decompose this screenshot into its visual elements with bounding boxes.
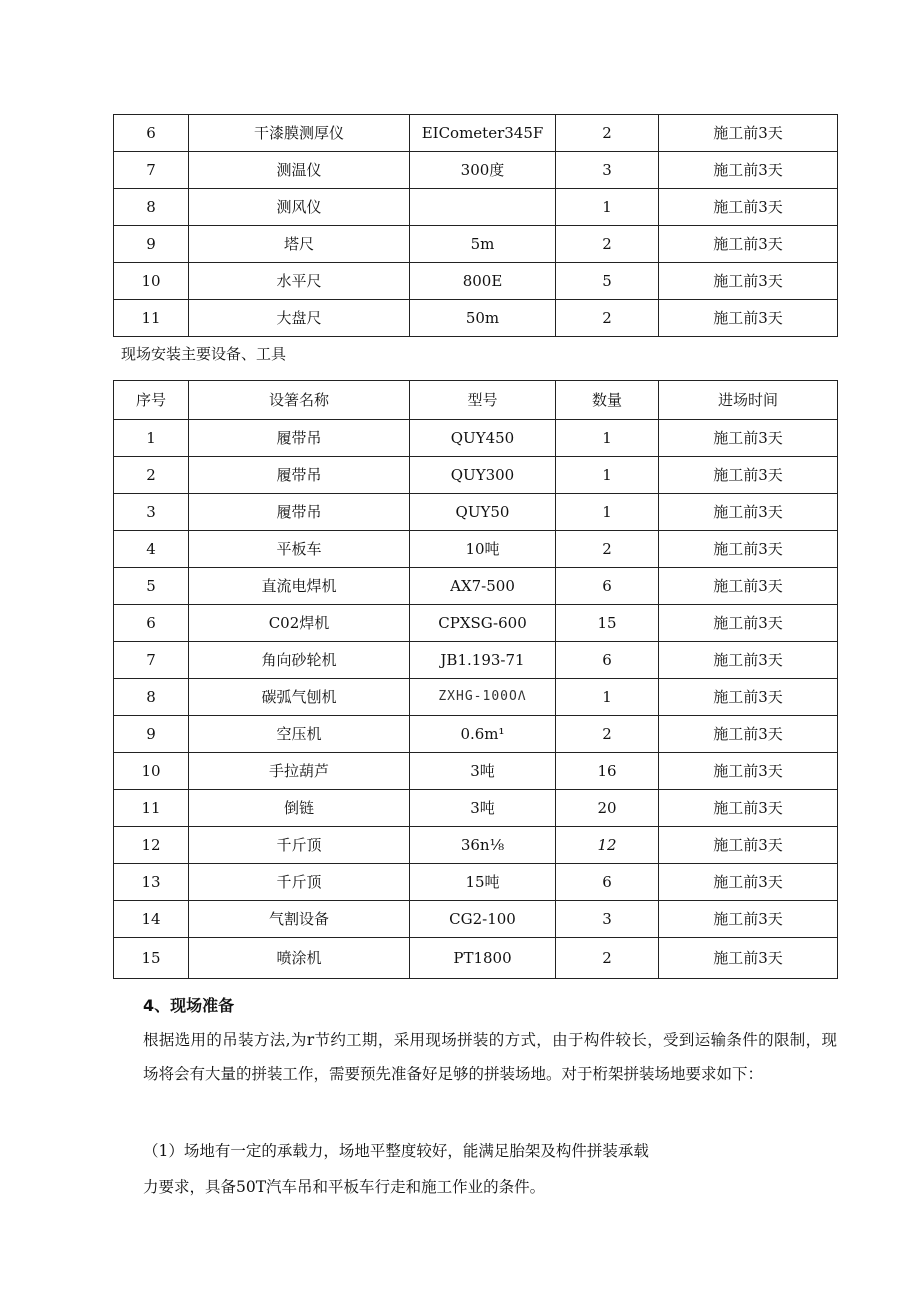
table-row <box>114 605 838 642</box>
paragraph-1: 根据选用的吊装方法,为r节约工期，采用现场拼装的方式，由于构件较长，受到运输条件的限制，现场将会有大量的拼装工作，需要预先准备好足够的拼装场地。对于桁架拼装场地要求如下： <box>143 1031 837 1083</box>
cell-qty: 3 <box>556 901 659 938</box>
cell-time: 施工前3天 <box>659 189 838 226</box>
cell-no: 9 <box>114 226 189 263</box>
cell-no: 13 <box>114 864 189 901</box>
table-row <box>114 226 838 263</box>
cell-no: 7 <box>114 152 189 189</box>
cell-model: 10吨 <box>410 531 556 568</box>
cell-model: 15吨 <box>410 864 556 901</box>
cell-name: 塔尺 <box>189 226 410 263</box>
cell-name: 履带吊 <box>189 494 410 531</box>
cell-time: 施工前3天 <box>659 827 838 864</box>
cell-time: 施工前3天 <box>659 790 838 827</box>
cell-qty: 2 <box>556 716 659 753</box>
cell-no: 9 <box>114 716 189 753</box>
cell-time: 施工前3天 <box>659 716 838 753</box>
cell-no: 6 <box>114 115 189 152</box>
cell-model: AX7-500 <box>410 568 556 605</box>
cell-time: 施工前3天 <box>659 938 838 979</box>
table-row <box>114 263 838 300</box>
cell-time: 施工前3天 <box>659 263 838 300</box>
cell-qty: 1 <box>556 457 659 494</box>
cell-qty: 2 <box>556 300 659 337</box>
cell-model <box>410 189 556 226</box>
cell-no: 1 <box>114 420 189 457</box>
cell-time: 施工前3天 <box>659 568 838 605</box>
cell-time: 施工前3天 <box>659 679 838 716</box>
equipment-table <box>113 380 838 979</box>
cell-name: 千斤顶 <box>189 827 410 864</box>
cell-time: 施工前3天 <box>659 226 838 263</box>
cell-no: 3 <box>114 494 189 531</box>
cell-time: 施工前3天 <box>659 300 838 337</box>
cell-model: QUY300 <box>410 457 556 494</box>
header-time: 进场时间 <box>659 381 838 420</box>
cell-name: 空压机 <box>189 716 410 753</box>
cell-time: 施工前3天 <box>659 901 838 938</box>
table-row <box>114 938 838 979</box>
cell-model: JB1.193-71 <box>410 642 556 679</box>
table-row <box>114 642 838 679</box>
cell-model: 0.6m¹ <box>410 716 556 753</box>
cell-time: 施工前3天 <box>659 457 838 494</box>
cell-no: 7 <box>114 642 189 679</box>
table-header-row <box>114 381 838 420</box>
cell-qty: 1 <box>556 494 659 531</box>
cell-no: 8 <box>114 679 189 716</box>
cell-model: 3吨 <box>410 790 556 827</box>
cell-model: PT1800 <box>410 938 556 979</box>
table-row <box>114 827 838 864</box>
cell-name: 千斤顶 <box>189 864 410 901</box>
inspection-tools-table <box>113 114 838 337</box>
table-row <box>114 300 838 337</box>
cell-qty: 6 <box>556 642 659 679</box>
cell-time: 施工前3天 <box>659 605 838 642</box>
header-qty: 数量 <box>556 381 659 420</box>
cell-model: 800E <box>410 263 556 300</box>
cell-name: 水平尺 <box>189 263 410 300</box>
cell-name: 测温仪 <box>189 152 410 189</box>
cell-no: 11 <box>114 300 189 337</box>
cell-qty: 3 <box>556 152 659 189</box>
cell-no: 14 <box>114 901 189 938</box>
cell-qty: 16 <box>556 753 659 790</box>
table-row <box>114 457 838 494</box>
cell-time: 施工前3天 <box>659 115 838 152</box>
cell-time: 施工前3天 <box>659 642 838 679</box>
cell-qty: 1 <box>556 420 659 457</box>
cell-name: 角向砂轮机 <box>189 642 410 679</box>
cell-name: 大盘尺 <box>189 300 410 337</box>
table-row <box>114 420 838 457</box>
table-row <box>114 531 838 568</box>
paragraph-2: （1）场地有一定的承载力，场地平整度较好，能满足胎架及构件拼装承载 <box>143 1142 649 1160</box>
cell-qty: 1 <box>556 189 659 226</box>
cell-name: C02焊机 <box>189 605 410 642</box>
cell-no: 10 <box>114 263 189 300</box>
section-heading: 4、现场准备 <box>143 996 235 1015</box>
table-row <box>114 494 838 531</box>
table-row <box>114 189 838 226</box>
cell-no: 11 <box>114 790 189 827</box>
inspection-tools-table-body <box>114 115 838 337</box>
cell-time: 施工前3天 <box>659 531 838 568</box>
cell-model: EICometer345F <box>410 115 556 152</box>
cell-model: QUY450 <box>410 420 556 457</box>
cell-name: 气割设备 <box>189 901 410 938</box>
cell-model: QUY50 <box>410 494 556 531</box>
cell-time: 施工前3天 <box>659 753 838 790</box>
cell-no: 4 <box>114 531 189 568</box>
cell-name: 直流电焊机 <box>189 568 410 605</box>
cell-name: 平板车 <box>189 531 410 568</box>
table-row <box>114 901 838 938</box>
header-model: 型号 <box>410 381 556 420</box>
table-row <box>114 679 838 716</box>
cell-qty: 6 <box>556 864 659 901</box>
equipment-table-caption: 现场安装主要设备、工具 <box>121 345 287 363</box>
table-row <box>114 115 838 152</box>
header-no: 序号 <box>114 381 189 420</box>
cell-name: 喷涂机 <box>189 938 410 979</box>
table-row <box>114 790 838 827</box>
cell-qty: 2 <box>556 115 659 152</box>
cell-model: 50m <box>410 300 556 337</box>
cell-qty: 6 <box>556 568 659 605</box>
cell-no: 6 <box>114 605 189 642</box>
cell-no: 10 <box>114 753 189 790</box>
cell-no: 8 <box>114 189 189 226</box>
table-row <box>114 152 838 189</box>
cell-no: 2 <box>114 457 189 494</box>
cell-qty: 2 <box>556 938 659 979</box>
cell-no: 5 <box>114 568 189 605</box>
cell-name: 履带吊 <box>189 420 410 457</box>
table-row <box>114 716 838 753</box>
cell-qty: 12 <box>556 827 659 864</box>
cell-time: 施工前3天 <box>659 864 838 901</box>
table-row <box>114 568 838 605</box>
cell-model: 36n⅛ <box>410 827 556 864</box>
cell-time: 施工前3天 <box>659 152 838 189</box>
equipment-table-body <box>114 381 838 979</box>
cell-no: 12 <box>114 827 189 864</box>
cell-name: 倒链 <box>189 790 410 827</box>
cell-model: ZXHG-100OΛ <box>410 679 556 716</box>
cell-model: 5m <box>410 226 556 263</box>
cell-qty: 5 <box>556 263 659 300</box>
cell-time: 施工前3天 <box>659 420 838 457</box>
cell-model: 300度 <box>410 152 556 189</box>
table-row <box>114 864 838 901</box>
paragraph-3: 力要求，具备50T汽车吊和平板车行走和施工作业的条件。 <box>143 1178 546 1196</box>
cell-qty: 1 <box>556 679 659 716</box>
cell-name: 碳弧气刨机 <box>189 679 410 716</box>
cell-qty: 2 <box>556 531 659 568</box>
cell-time: 施工前3天 <box>659 494 838 531</box>
cell-name: 干漆膜测厚仪 <box>189 115 410 152</box>
table-row <box>114 753 838 790</box>
header-name: 设箸名称 <box>189 381 410 420</box>
cell-model: 3吨 <box>410 753 556 790</box>
cell-qty: 20 <box>556 790 659 827</box>
cell-qty: 15 <box>556 605 659 642</box>
cell-name: 测风仪 <box>189 189 410 226</box>
cell-no: 15 <box>114 938 189 979</box>
cell-name: 履带吊 <box>189 457 410 494</box>
cell-model: CPXSG-600 <box>410 605 556 642</box>
cell-qty: 2 <box>556 226 659 263</box>
cell-model: CG2-100 <box>410 901 556 938</box>
cell-name: 手拉葫芦 <box>189 753 410 790</box>
